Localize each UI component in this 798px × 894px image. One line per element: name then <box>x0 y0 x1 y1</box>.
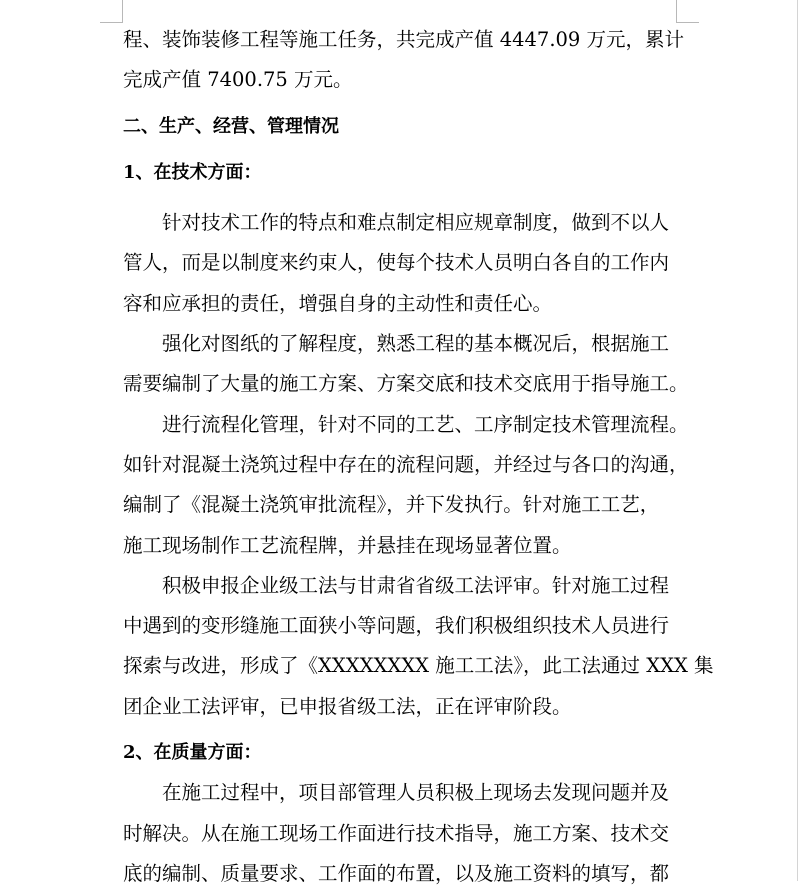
crop-mark-left <box>122 0 123 22</box>
paragraph-line: 在施工过程中，项目部管理人员积极上现场去发现问题并及 <box>162 781 670 805</box>
document-body <box>123 20 714 894</box>
paragraph-line: 底的编制、质量要求、工作面的布置，以及施工资料的填写，都 <box>123 861 670 885</box>
subsection-heading: 2、在质量方面： <box>123 742 262 764</box>
paragraph-line: 团企业工法评审，已申报省级工法，正在评审阶段。 <box>123 694 572 718</box>
paragraph-line: 容和应承担的责任，增强自身的主动性和责任心。 <box>123 291 553 315</box>
paragraph-line: 如针对混凝土浇筑过程中存在的流程问题，并经过与各口的沟通， <box>123 452 689 476</box>
paragraph-line: 强化对图纸的了解程度，熟悉工程的基本概况后，根据施工 <box>162 332 670 356</box>
subsection-heading: 1、在技术方面： <box>123 161 262 183</box>
crop-mark-left <box>100 22 123 23</box>
paragraph-line: 管人，而是以制度来约束人，使每个技术人员明白各自的工作内 <box>123 251 670 275</box>
paragraph-line: 针对技术工作的特点和难点制定相应规章制度，做到不以人 <box>162 211 670 235</box>
paragraph-line: 需要编制了大量的施工方案、方案交底和技术交底用于指导施工。 <box>123 372 689 396</box>
paragraph-line: 程、装饰装修工程等施工任务，共完成产值 4447.09 万元，累计 <box>123 28 685 51</box>
paragraph-line: 完成产值 7400.75 万元。 <box>123 68 353 92</box>
paragraph-line: 探索与改进，形成了《XXXXXXXX 施工工法》，此工法通过 XXX 集 <box>123 654 714 678</box>
paragraph-line: 施工现场制作工艺流程牌，并悬挂在现场显著位置。 <box>123 533 572 557</box>
paragraph-line: 积极申报企业级工法与甘肃省省级工法评审。针对施工过程 <box>162 573 670 597</box>
paragraph-line: 编制了《混凝土浇筑审批流程》，并下发执行。针对施工工艺， <box>123 493 660 517</box>
section-heading: 二、生产、经营、管理情况 <box>123 115 339 137</box>
paragraph-line: 中遇到的变形缝施工面狭小等问题，我们积极组织技术人员进行 <box>123 614 670 638</box>
crop-mark-right <box>676 0 677 22</box>
paragraph-line: 进行流程化管理，针对不同的工艺、工序制定技术管理流程。 <box>162 412 689 436</box>
paragraph-line: 时解决。从在施工现场工作面进行技术指导，施工方案、技术交 <box>123 821 670 845</box>
